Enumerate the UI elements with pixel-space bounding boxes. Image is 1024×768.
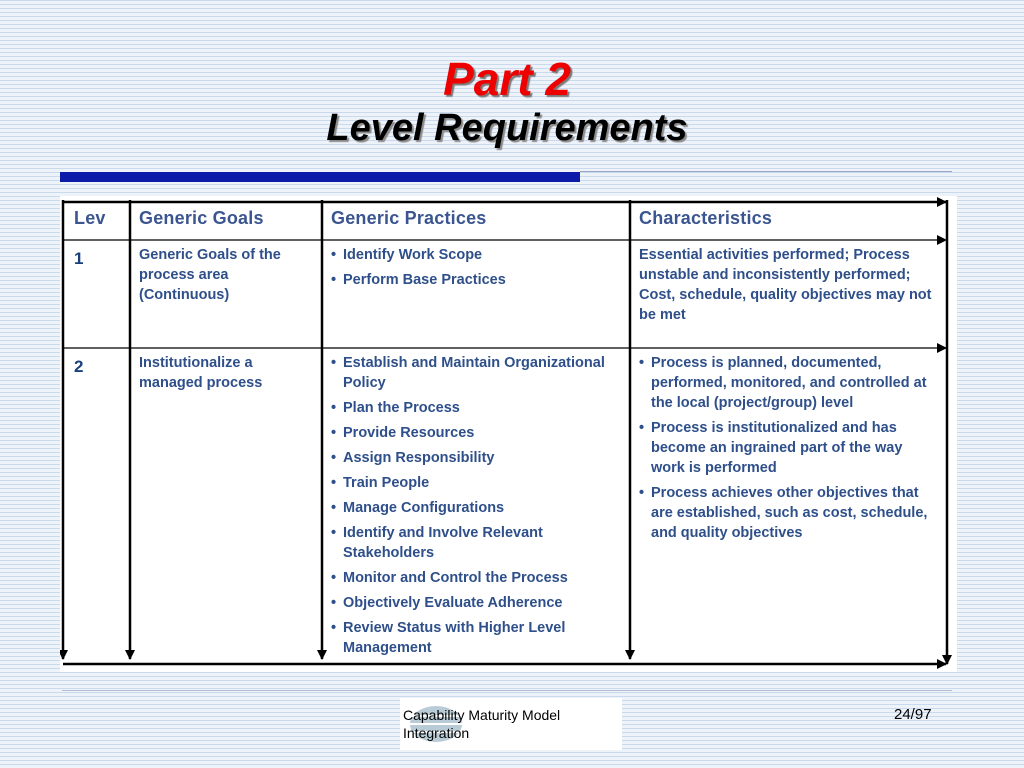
row1-goals: Generic Goals of the process area (Continuous) (139, 247, 281, 303)
header-characteristics: Characteristics (639, 208, 773, 228)
header-generic-goals: Generic Goals (139, 208, 264, 228)
practice-item: • Train People (331, 473, 621, 493)
row1-characteristics: Essential activities performed; Process unstable and inconsistently performed; Cost, schedule, quality objectives may not be met (639, 247, 932, 323)
practice-item: • Plan the Process (331, 398, 621, 418)
practice-item: • Identify Work Scope (331, 245, 621, 265)
header-lev: Lev (74, 208, 106, 228)
row2-level: 2 (74, 357, 84, 376)
title-main: Part 2 (443, 53, 571, 105)
practice-item: • Assign Responsibility (331, 448, 621, 468)
row1-level: 1 (74, 249, 84, 268)
characteristic-item: • Process is institutionalized and has become an ingrained part of the way work is performed (639, 418, 939, 478)
level-requirements-table (60, 196, 957, 672)
practice-item: • Objectively Evaluate Adherence (331, 593, 621, 613)
row2-practices-list (331, 353, 621, 663)
page-number: 24/97 (894, 706, 932, 723)
slide-title (0, 52, 1014, 150)
practice-item: • Monitor and Control the Process (331, 568, 621, 588)
footer-logo-text: Capability Maturity Model Integration (403, 707, 561, 741)
practice-item: • Establish and Maintain Organizational Policy (331, 353, 621, 393)
row1-practices-list (331, 245, 621, 295)
header-generic-practices: Generic Practices (331, 208, 487, 228)
characteristic-item: • Process is planned, documented, performed, monitored, and controlled at the local (project/group) level (639, 353, 939, 413)
title-rule-thin (580, 171, 952, 172)
row2-goals: Institutionalize a managed process (139, 355, 263, 391)
footer-rule (62, 690, 952, 691)
characteristic-item: • Process achieves other objectives that are established, such as cost, schedule, and quality objectives (639, 483, 939, 543)
row2-characteristics-list (639, 353, 939, 548)
practice-item: • Review Status with Higher Level Management (331, 618, 621, 658)
practice-item: • Identify and Involve Relevant Stakeholders (331, 523, 621, 563)
title-rule-thick (60, 172, 580, 182)
practice-item: • Perform Base Practices (331, 270, 621, 290)
practice-item: • Provide Resources (331, 423, 621, 443)
title-subtitle: Level Requirements (326, 107, 688, 149)
practice-item: • Manage Configurations (331, 498, 621, 518)
